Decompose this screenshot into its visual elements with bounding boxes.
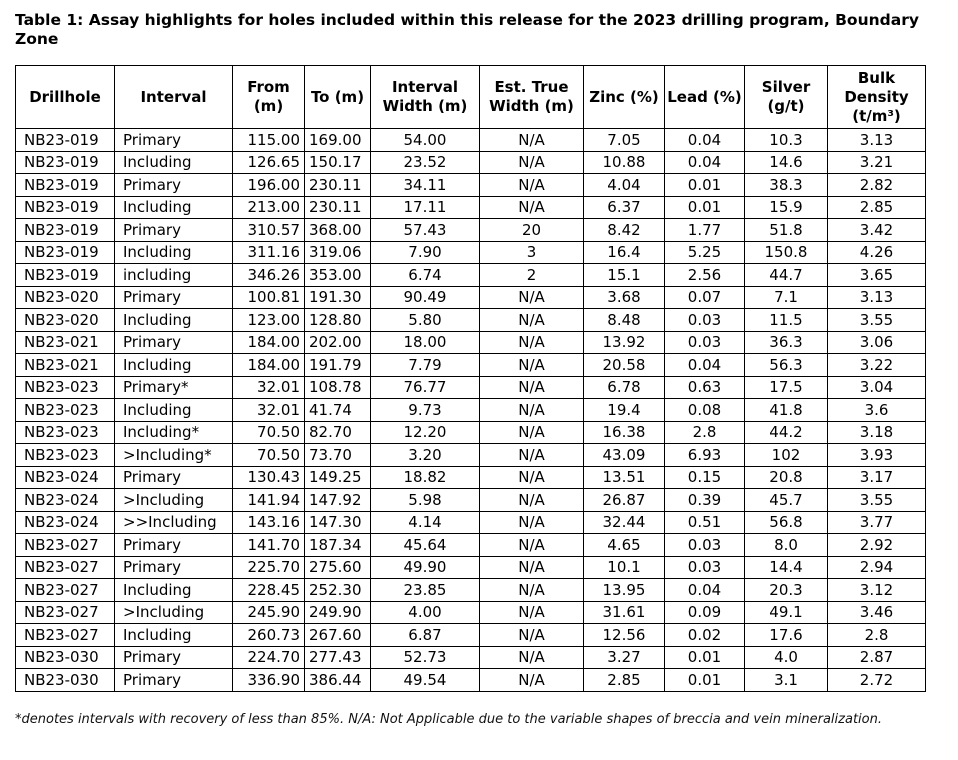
cell-interval: >>Including <box>115 511 233 534</box>
table-row <box>16 219 926 242</box>
cell-true-width: N/A <box>480 151 584 174</box>
cell-interval-width: 3.20 <box>371 444 480 467</box>
cell-from: 184.00 <box>233 331 305 354</box>
cell-lead: 0.07 <box>665 286 745 309</box>
column-header: Zinc (%) <box>584 66 665 129</box>
cell-bulk-density: 4.26 <box>828 241 926 264</box>
cell-interval: Including* <box>115 421 233 444</box>
cell-zinc: 3.68 <box>584 286 665 309</box>
table-row <box>16 579 926 602</box>
cell-bulk-density: 2.92 <box>828 534 926 557</box>
cell-silver: 56.3 <box>745 354 828 377</box>
cell-silver: 15.9 <box>745 196 828 219</box>
cell-interval: >Including <box>115 489 233 512</box>
cell-interval: >Including* <box>115 444 233 467</box>
cell-zinc: 13.51 <box>584 466 665 489</box>
cell-bulk-density: 3.13 <box>828 129 926 152</box>
cell-zinc: 16.4 <box>584 241 665 264</box>
cell-zinc: 4.04 <box>584 174 665 197</box>
cell-from: 70.50 <box>233 444 305 467</box>
cell-interval: Primary <box>115 466 233 489</box>
cell-from: 130.43 <box>233 466 305 489</box>
cell-lead: 0.03 <box>665 534 745 557</box>
cell-lead: 5.25 <box>665 241 745 264</box>
table-title: Table 1: Assay highlights for holes included within this release for the 2023 drilling program, Boundary Zone <box>15 11 919 48</box>
cell-true-width: N/A <box>480 466 584 489</box>
cell-interval-width: 90.49 <box>371 286 480 309</box>
cell-drillhole: NB23-027 <box>16 601 115 624</box>
cell-to: 386.44 <box>305 669 371 692</box>
table-row <box>16 489 926 512</box>
cell-drillhole: NB23-019 <box>16 151 115 174</box>
cell-from: 70.50 <box>233 421 305 444</box>
cell-silver: 4.0 <box>745 646 828 669</box>
cell-bulk-density: 3.04 <box>828 376 926 399</box>
cell-true-width: N/A <box>480 129 584 152</box>
cell-interval-width: 4.14 <box>371 511 480 534</box>
cell-from: 100.81 <box>233 286 305 309</box>
cell-interval-width: 49.54 <box>371 669 480 692</box>
cell-true-width: N/A <box>480 601 584 624</box>
cell-zinc: 10.1 <box>584 556 665 579</box>
cell-interval: Primary <box>115 669 233 692</box>
cell-from: 141.70 <box>233 534 305 557</box>
cell-drillhole: NB23-023 <box>16 399 115 422</box>
cell-silver: 14.6 <box>745 151 828 174</box>
cell-to: 191.30 <box>305 286 371 309</box>
column-header: Bulk Density (t/m³) <box>828 66 926 129</box>
cell-silver: 44.2 <box>745 421 828 444</box>
cell-lead: 0.39 <box>665 489 745 512</box>
cell-lead: 0.04 <box>665 151 745 174</box>
cell-bulk-density: 3.93 <box>828 444 926 467</box>
table-row <box>16 309 926 332</box>
cell-from: 260.73 <box>233 624 305 647</box>
cell-to: 187.34 <box>305 534 371 557</box>
cell-interval-width: 57.43 <box>371 219 480 242</box>
cell-bulk-density: 2.8 <box>828 624 926 647</box>
cell-lead: 1.77 <box>665 219 745 242</box>
cell-interval: Including <box>115 624 233 647</box>
cell-true-width: N/A <box>480 489 584 512</box>
cell-silver: 44.7 <box>745 264 828 287</box>
cell-drillhole: NB23-023 <box>16 421 115 444</box>
cell-zinc: 4.65 <box>584 534 665 557</box>
cell-lead: 0.03 <box>665 309 745 332</box>
table-row <box>16 624 926 647</box>
cell-interval-width: 7.79 <box>371 354 480 377</box>
cell-bulk-density: 3.21 <box>828 151 926 174</box>
cell-zinc: 8.42 <box>584 219 665 242</box>
cell-drillhole: NB23-024 <box>16 489 115 512</box>
cell-zinc: 2.85 <box>584 669 665 692</box>
cell-interval-width: 76.77 <box>371 376 480 399</box>
cell-zinc: 8.48 <box>584 309 665 332</box>
cell-silver: 56.8 <box>745 511 828 534</box>
cell-drillhole: NB23-027 <box>16 579 115 602</box>
cell-interval-width: 6.87 <box>371 624 480 647</box>
cell-to: 149.25 <box>305 466 371 489</box>
cell-true-width: N/A <box>480 534 584 557</box>
cell-interval-width: 17.11 <box>371 196 480 219</box>
cell-zinc: 3.27 <box>584 646 665 669</box>
cell-silver: 8.0 <box>745 534 828 557</box>
cell-drillhole: NB23-023 <box>16 444 115 467</box>
table-row <box>16 376 926 399</box>
cell-silver: 38.3 <box>745 174 828 197</box>
cell-interval: Primary <box>115 331 233 354</box>
cell-interval: Primary* <box>115 376 233 399</box>
cell-drillhole: NB23-019 <box>16 264 115 287</box>
cell-interval-width: 54.00 <box>371 129 480 152</box>
cell-lead: 2.56 <box>665 264 745 287</box>
cell-interval-width: 45.64 <box>371 534 480 557</box>
cell-from: 336.90 <box>233 669 305 692</box>
cell-drillhole: NB23-020 <box>16 286 115 309</box>
cell-from: 346.26 <box>233 264 305 287</box>
cell-to: 169.00 <box>305 129 371 152</box>
table-row <box>16 286 926 309</box>
cell-bulk-density: 3.18 <box>828 421 926 444</box>
cell-lead: 0.04 <box>665 354 745 377</box>
cell-lead: 0.51 <box>665 511 745 534</box>
cell-lead: 0.01 <box>665 646 745 669</box>
cell-to: 249.90 <box>305 601 371 624</box>
cell-interval: >Including <box>115 601 233 624</box>
cell-drillhole: NB23-020 <box>16 309 115 332</box>
column-header: Drillhole <box>16 66 115 129</box>
table-row <box>16 646 926 669</box>
cell-drillhole: NB23-019 <box>16 196 115 219</box>
cell-from: 184.00 <box>233 354 305 377</box>
cell-interval-width: 7.90 <box>371 241 480 264</box>
cell-true-width: N/A <box>480 579 584 602</box>
cell-zinc: 10.88 <box>584 151 665 174</box>
cell-interval: Primary <box>115 174 233 197</box>
cell-true-width: N/A <box>480 511 584 534</box>
table-row <box>16 151 926 174</box>
cell-to: 147.30 <box>305 511 371 534</box>
cell-zinc: 12.56 <box>584 624 665 647</box>
cell-interval-width: 18.00 <box>371 331 480 354</box>
cell-interval: Primary <box>115 556 233 579</box>
cell-interval-width: 5.98 <box>371 489 480 512</box>
cell-true-width: 2 <box>480 264 584 287</box>
column-header: Est. True Width (m) <box>480 66 584 129</box>
cell-silver: 20.8 <box>745 466 828 489</box>
column-header: From (m) <box>233 66 305 129</box>
cell-lead: 0.04 <box>665 579 745 602</box>
cell-interval-width: 49.90 <box>371 556 480 579</box>
cell-bulk-density: 3.6 <box>828 399 926 422</box>
cell-drillhole: NB23-024 <box>16 466 115 489</box>
cell-bulk-density: 3.46 <box>828 601 926 624</box>
cell-true-width: N/A <box>480 646 584 669</box>
cell-to: 319.06 <box>305 241 371 264</box>
cell-bulk-density: 3.42 <box>828 219 926 242</box>
cell-zinc: 6.37 <box>584 196 665 219</box>
cell-to: 277.43 <box>305 646 371 669</box>
cell-zinc: 15.1 <box>584 264 665 287</box>
cell-from: 123.00 <box>233 309 305 332</box>
cell-zinc: 6.78 <box>584 376 665 399</box>
footnote: *denotes intervals with recovery of less than 85%. N/A: Not Applicable due to the variable shapes of breccia and vein mineralization. <box>15 712 882 727</box>
cell-true-width: N/A <box>480 669 584 692</box>
cell-true-width: 20 <box>480 219 584 242</box>
cell-interval: Including <box>115 196 233 219</box>
cell-interval-width: 23.85 <box>371 579 480 602</box>
table-row <box>16 421 926 444</box>
cell-from: 310.57 <box>233 219 305 242</box>
cell-lead: 0.01 <box>665 174 745 197</box>
cell-to: 202.00 <box>305 331 371 354</box>
cell-silver: 41.8 <box>745 399 828 422</box>
cell-interval: Including <box>115 309 233 332</box>
cell-true-width: N/A <box>480 331 584 354</box>
cell-drillhole: NB23-030 <box>16 646 115 669</box>
cell-drillhole: NB23-019 <box>16 129 115 152</box>
cell-to: 41.74 <box>305 399 371 422</box>
table-row <box>16 556 926 579</box>
cell-zinc: 32.44 <box>584 511 665 534</box>
cell-bulk-density: 2.85 <box>828 196 926 219</box>
cell-to: 275.60 <box>305 556 371 579</box>
cell-bulk-density: 2.94 <box>828 556 926 579</box>
cell-lead: 0.01 <box>665 196 745 219</box>
cell-interval: including <box>115 264 233 287</box>
cell-interval-width: 4.00 <box>371 601 480 624</box>
table-body <box>16 129 926 692</box>
cell-true-width: N/A <box>480 444 584 467</box>
cell-lead: 0.08 <box>665 399 745 422</box>
cell-drillhole: NB23-021 <box>16 354 115 377</box>
cell-zinc: 13.95 <box>584 579 665 602</box>
cell-drillhole: NB23-023 <box>16 376 115 399</box>
cell-zinc: 20.58 <box>584 354 665 377</box>
cell-lead: 0.03 <box>665 331 745 354</box>
cell-to: 150.17 <box>305 151 371 174</box>
table-row <box>16 196 926 219</box>
table-row <box>16 466 926 489</box>
cell-zinc: 7.05 <box>584 129 665 152</box>
cell-true-width: N/A <box>480 376 584 399</box>
cell-interval: Primary <box>115 534 233 557</box>
table-row <box>16 129 926 152</box>
cell-zinc: 31.61 <box>584 601 665 624</box>
column-header: Silver (g/t) <box>745 66 828 129</box>
cell-to: 191.79 <box>305 354 371 377</box>
column-header: To (m) <box>305 66 371 129</box>
cell-silver: 45.7 <box>745 489 828 512</box>
cell-bulk-density: 3.55 <box>828 309 926 332</box>
cell-drillhole: NB23-019 <box>16 219 115 242</box>
cell-bulk-density: 3.55 <box>828 489 926 512</box>
cell-lead: 0.09 <box>665 601 745 624</box>
cell-interval: Primary <box>115 286 233 309</box>
cell-interval-width: 9.73 <box>371 399 480 422</box>
cell-to: 73.70 <box>305 444 371 467</box>
cell-interval-width: 12.20 <box>371 421 480 444</box>
cell-lead: 2.8 <box>665 421 745 444</box>
cell-interval: Including <box>115 579 233 602</box>
cell-interval: Including <box>115 354 233 377</box>
cell-silver: 17.5 <box>745 376 828 399</box>
cell-from: 143.16 <box>233 511 305 534</box>
cell-silver: 36.3 <box>745 331 828 354</box>
table-row <box>16 601 926 624</box>
cell-from: 32.01 <box>233 399 305 422</box>
column-header: Lead (%) <box>665 66 745 129</box>
cell-interval-width: 6.74 <box>371 264 480 287</box>
cell-from: 126.65 <box>233 151 305 174</box>
cell-interval: Primary <box>115 219 233 242</box>
cell-from: 141.94 <box>233 489 305 512</box>
cell-zinc: 26.87 <box>584 489 665 512</box>
cell-lead: 0.63 <box>665 376 745 399</box>
table-row <box>16 511 926 534</box>
cell-bulk-density: 2.72 <box>828 669 926 692</box>
cell-true-width: N/A <box>480 399 584 422</box>
cell-bulk-density: 3.22 <box>828 354 926 377</box>
cell-drillhole: NB23-024 <box>16 511 115 534</box>
cell-bulk-density: 3.77 <box>828 511 926 534</box>
cell-drillhole: NB23-027 <box>16 556 115 579</box>
cell-silver: 14.4 <box>745 556 828 579</box>
cell-interval: Including <box>115 241 233 264</box>
cell-zinc: 13.92 <box>584 331 665 354</box>
cell-silver: 51.8 <box>745 219 828 242</box>
cell-from: 245.90 <box>233 601 305 624</box>
table-row <box>16 534 926 557</box>
cell-lead: 0.15 <box>665 466 745 489</box>
cell-lead: 0.01 <box>665 669 745 692</box>
cell-silver: 150.8 <box>745 241 828 264</box>
table-row <box>16 444 926 467</box>
cell-silver: 49.1 <box>745 601 828 624</box>
cell-silver: 11.5 <box>745 309 828 332</box>
cell-from: 32.01 <box>233 376 305 399</box>
cell-lead: 0.02 <box>665 624 745 647</box>
cell-to: 230.11 <box>305 196 371 219</box>
cell-zinc: 16.38 <box>584 421 665 444</box>
table-row <box>16 241 926 264</box>
cell-drillhole: NB23-027 <box>16 534 115 557</box>
cell-to: 147.92 <box>305 489 371 512</box>
table-row <box>16 264 926 287</box>
cell-bulk-density: 3.65 <box>828 264 926 287</box>
cell-interval-width: 18.82 <box>371 466 480 489</box>
cell-to: 252.30 <box>305 579 371 602</box>
cell-interval-width: 34.11 <box>371 174 480 197</box>
cell-zinc: 43.09 <box>584 444 665 467</box>
cell-to: 128.80 <box>305 309 371 332</box>
cell-to: 230.11 <box>305 174 371 197</box>
cell-drillhole: NB23-030 <box>16 669 115 692</box>
cell-bulk-density: 3.13 <box>828 286 926 309</box>
cell-to: 108.78 <box>305 376 371 399</box>
cell-silver: 10.3 <box>745 129 828 152</box>
cell-from: 196.00 <box>233 174 305 197</box>
cell-lead: 0.04 <box>665 129 745 152</box>
column-header: Interval <box>115 66 233 129</box>
column-header: Interval Width (m) <box>371 66 480 129</box>
header-row <box>16 66 926 129</box>
cell-true-width: N/A <box>480 309 584 332</box>
cell-true-width: N/A <box>480 286 584 309</box>
cell-drillhole: NB23-019 <box>16 241 115 264</box>
cell-true-width: N/A <box>480 624 584 647</box>
cell-to: 267.60 <box>305 624 371 647</box>
table-row <box>16 174 926 197</box>
cell-silver: 7.1 <box>745 286 828 309</box>
cell-silver: 102 <box>745 444 828 467</box>
cell-bulk-density: 2.82 <box>828 174 926 197</box>
cell-bulk-density: 3.12 <box>828 579 926 602</box>
cell-interval-width: 23.52 <box>371 151 480 174</box>
assay-table <box>15 65 926 692</box>
table-row <box>16 331 926 354</box>
cell-from: 228.45 <box>233 579 305 602</box>
cell-from: 115.00 <box>233 129 305 152</box>
cell-to: 368.00 <box>305 219 371 242</box>
cell-to: 353.00 <box>305 264 371 287</box>
cell-drillhole: NB23-027 <box>16 624 115 647</box>
cell-bulk-density: 3.17 <box>828 466 926 489</box>
cell-from: 213.00 <box>233 196 305 219</box>
cell-drillhole: NB23-019 <box>16 174 115 197</box>
cell-bulk-density: 3.06 <box>828 331 926 354</box>
table-row <box>16 354 926 377</box>
cell-true-width: N/A <box>480 421 584 444</box>
cell-true-width: 3 <box>480 241 584 264</box>
cell-interval-width: 52.73 <box>371 646 480 669</box>
cell-interval: Primary <box>115 646 233 669</box>
cell-true-width: N/A <box>480 354 584 377</box>
cell-interval: Primary <box>115 129 233 152</box>
cell-lead: 6.93 <box>665 444 745 467</box>
cell-silver: 20.3 <box>745 579 828 602</box>
cell-true-width: N/A <box>480 196 584 219</box>
table-header <box>16 66 926 129</box>
cell-from: 225.70 <box>233 556 305 579</box>
cell-from: 224.70 <box>233 646 305 669</box>
cell-interval: Including <box>115 399 233 422</box>
cell-to: 82.70 <box>305 421 371 444</box>
table-row <box>16 669 926 692</box>
cell-from: 311.16 <box>233 241 305 264</box>
cell-zinc: 19.4 <box>584 399 665 422</box>
cell-interval-width: 5.80 <box>371 309 480 332</box>
cell-silver: 17.6 <box>745 624 828 647</box>
cell-lead: 0.03 <box>665 556 745 579</box>
cell-interval: Including <box>115 151 233 174</box>
table-row <box>16 399 926 422</box>
cell-bulk-density: 2.87 <box>828 646 926 669</box>
cell-true-width: N/A <box>480 174 584 197</box>
cell-silver: 3.1 <box>745 669 828 692</box>
cell-true-width: N/A <box>480 556 584 579</box>
cell-drillhole: NB23-021 <box>16 331 115 354</box>
